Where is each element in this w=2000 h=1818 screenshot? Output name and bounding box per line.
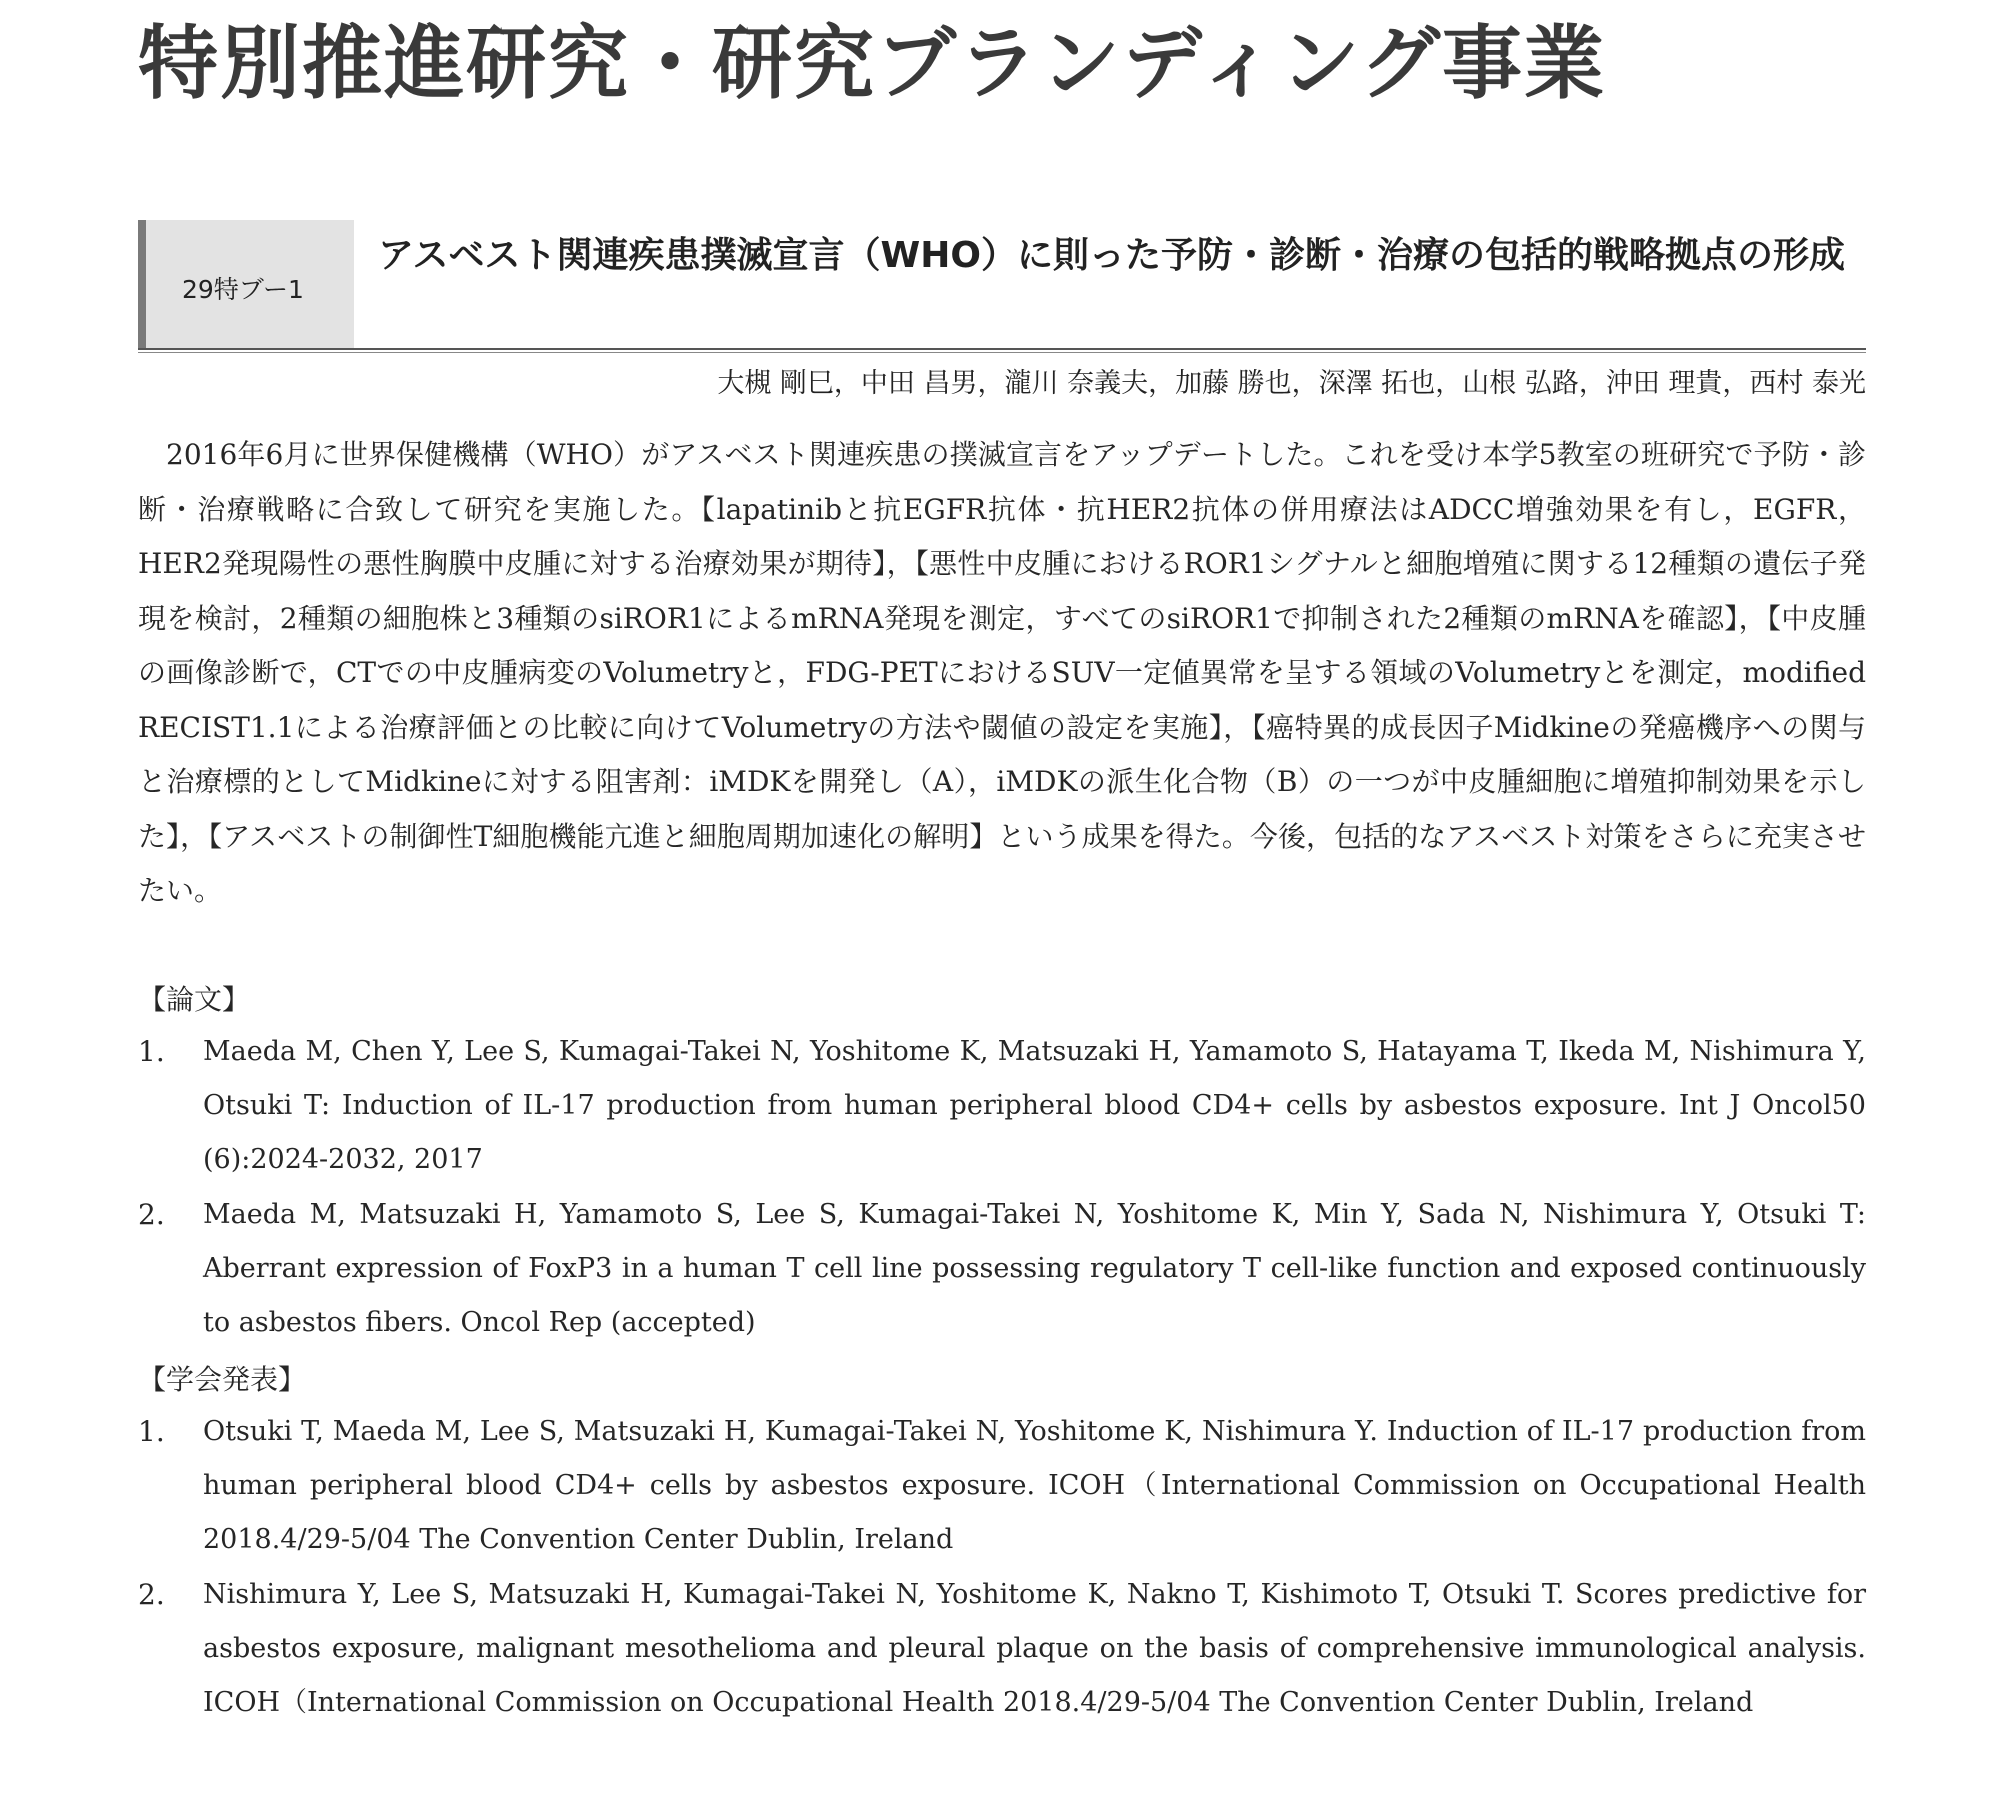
presentation-citation: Otsuki T, Maeda M, Lee S, Matsuzaki H, Kumagai-Takei N, Yoshitome K, Nishimura Y. Induction of IL-17 production from human peripheral blood CD4+ cells by asbestos exposure. ICOH（International Commission on Occupational Health 2018.4/29-5/04 The Convention Center Dublin, Ireland [203, 1416, 1866, 1555]
paper-citation: Maeda M, Chen Y, Lee S, Kumagai-Takei N, Yoshitome K, Matsuzaki H, Yamamoto S, Hatayama T, Ikeda M, Nishimura Y, Otsuki T: Induction of IL-17 production from human peripheral blood CD4+ cells by asbestos exposure. Int J Oncol50 (6):2024-2032, 2017 [203, 1036, 1866, 1175]
project-code: 29特ブー1 [182, 275, 304, 304]
project-header [138, 220, 1866, 358]
papers-heading: 【論文】 [138, 983, 251, 1016]
paper-citation: Maeda M, Matsuzaki H, Yamamoto S, Lee S, Kumagai-Takei N, Yoshitome K, Min Y, Sada N, Nishimura Y, Otsuki T: Aberrant expression of FoxP3 in a human T cell line possessing regulatory T cell-like function and exposed continuously to asbestos fibers. Oncol Rep (accepted) [203, 1199, 1866, 1338]
project-title: アスベスト関連疾患撲滅宣言（WHO）に則った予防・診断・治療の包括的戦略拠点の形成 [378, 235, 1846, 276]
paper-number: 2. [138, 1198, 165, 1231]
presentation-citation: Nishimura Y, Lee S, Matsuzaki H, Kumagai-Takei N, Yoshitome K, Nakno T, Kishimoto T, Otsuki T. Scores predictive for asbestos exposure, malignant mesothelioma and pleural plaque on the basis of comprehensive immunological analysis. ICOH（International Commission on Occupational Health 2018.4/29-5/04 The Convention Center Dublin, Ireland [203, 1579, 1866, 1718]
presentation-number: 1. [138, 1415, 165, 1448]
header-divider [138, 348, 1866, 353]
abstract-body: 2016年6月に世界保健機構（WHO）がアスベスト関連疾患の撲滅宣言をアップデートした。これを受け本学5教室の班研究で予防・診断・治療戦略に合致して研究を実施した。【lapatinibと抗EGFR抗体・抗HER2抗体の併用療法はADCC増強効果を有し，EGFR，HER2発現陽性の悪性胸膜中皮腫に対する治療効果が期待】，【悪性中皮腫におけるROR1シグナルと細胞増殖に関する12種類の遺伝子発現を検討，2種類の細胞株と3種類のsiROR1によるmRNA発現を測定，すべてのsiROR1で抑制された2種類のmRNAを確認】，【中皮腫の画像診断で，CTでの中皮腫病変のVolumetryと，FDG-PETにおけるSUV一定値異常を呈する領域のVolumetryとを測定，modified RECIST1.1による治療評価との比較に向けてVolumetryの方法や閾値の設定を実施】，【癌特異的成長因子Midkineの発癌機序への関与と治療標的としてMidkineに対する阻害剤：iMDKを開発し（A），iMDKの派生化合物（B）の一つが中皮腫細胞に増殖抑制効果を示した】，【アスベストの制御性T細胞機能亢進と細胞周期加速化の解明】という成果を得た。今後，包括的なアスベスト対策をさらに充実させたい。 [138, 438, 1866, 907]
project-code-box [138, 220, 354, 350]
author-list: 大槻 剛巳，中田 昌男，瀧川 奈義夫，加藤 勝也，深澤 拓也，山根 弘路，沖田 理貴，西村 泰光 [717, 368, 1866, 399]
paper-number: 1. [138, 1035, 165, 1068]
presentations-heading: 【学会発表】 [138, 1363, 307, 1396]
presentation-number: 2. [138, 1578, 165, 1611]
page-title: 特別推進研究・研究ブランディング事業 [138, 17, 1606, 110]
